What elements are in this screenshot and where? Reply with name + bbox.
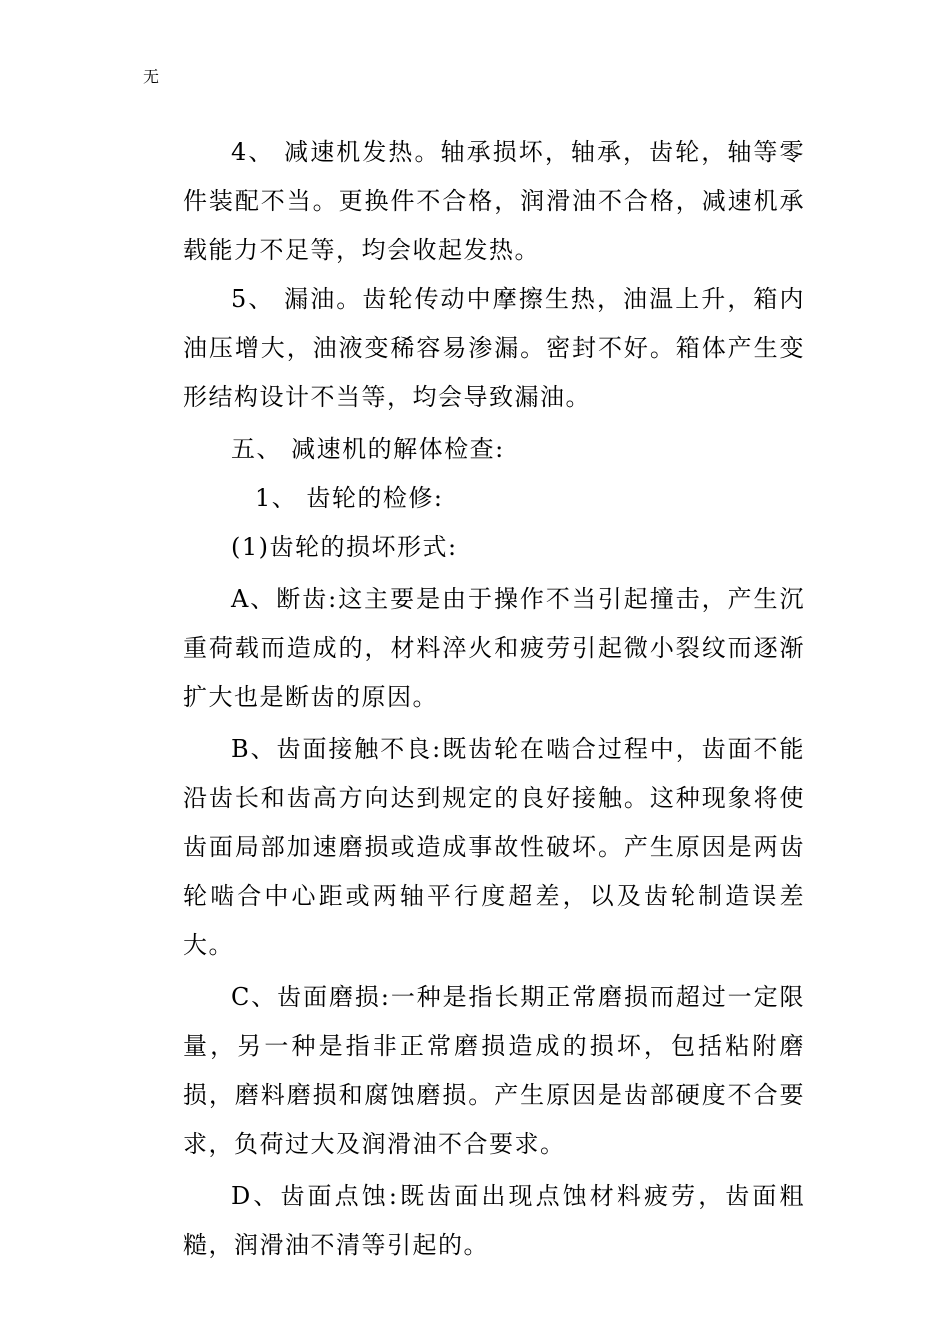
paragraph-poor-contact: B、齿面接触不良:既齿轮在啮合过程中，齿面不能沿齿长和齿高方向达到规定的良好接触。这种现象将使齿面局部加速磨损或造成事故性破坏。产生原因是两齿轮啮合中心距或两轴平行度超差，以及齿轮制造误差大。 xyxy=(183,735,805,959)
subheading-gear-repair: 1、 齿轮的检修: xyxy=(255,484,444,512)
paragraph-oil-leak: 5、 漏油。齿轮传动中摩擦生热，油温上升，箱内油压增大，油液变稀容易渗漏。密封不好。箱体产生变形结构设计不当等，均会导致漏油。 xyxy=(183,285,805,411)
paragraph-pitting: D、齿面点蚀:既齿面出现点蚀材料疲劳，齿面粗糙，润滑油不清等引起的。 xyxy=(183,1182,805,1259)
paragraph-tooth-wear: C、齿面磨损:一种是指长期正常磨损而超过一定限量，另一种是指非正常磨损造成的损坏，包括粘附磨损，磨料磨损和腐蚀磨损。产生原因是齿部硬度不合要求，负荷过大及润滑油不合要求。 xyxy=(183,983,805,1158)
document-body xyxy=(183,128,805,1270)
paragraph-overheating: 4、 减速机发热。轴承损坏，轴承，齿轮，轴等零件装配不当。更换件不合格，润滑油不合格，减速机承载能力不足等，均会收起发热。 xyxy=(183,138,805,264)
paragraph-broken-tooth: A、断齿:这主要是由于操作不当引起撞击，产生沉重荷载而造成的，材料淬火和疲劳引起微小裂纹而逐渐扩大也是断齿的原因。 xyxy=(183,585,805,711)
page-header-mark: 无 xyxy=(143,67,160,86)
section-heading-disassembly-inspection: 五、 减速机的解体检查: xyxy=(231,435,505,463)
subheading-gear-damage-types: (1)齿轮的损坏形式: xyxy=(231,533,458,561)
